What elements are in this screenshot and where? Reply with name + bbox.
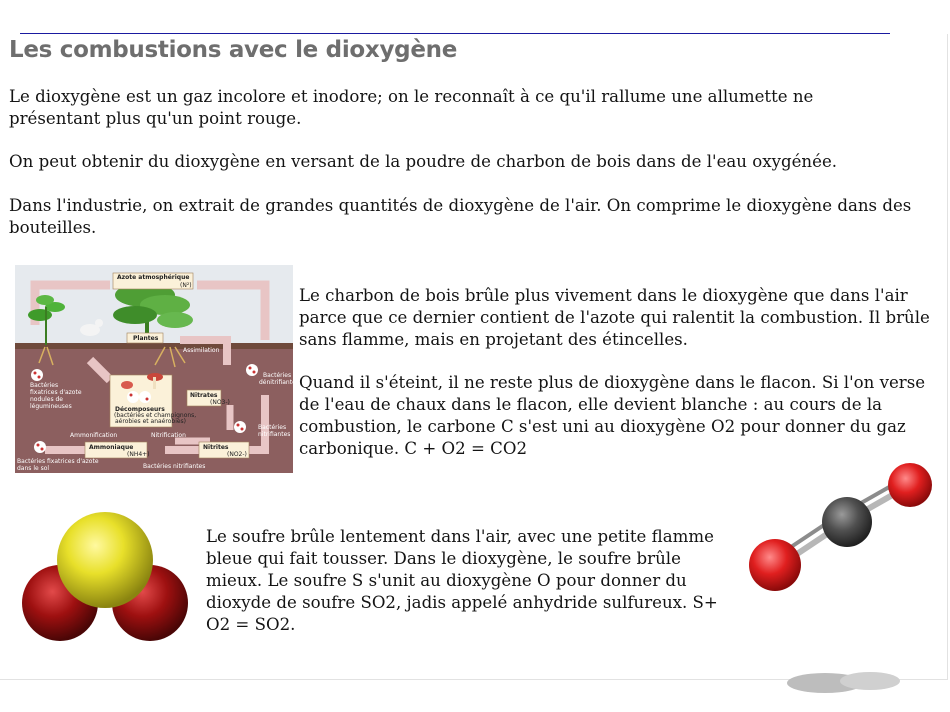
svg-text:(NO2-): (NO2-) <box>227 451 247 458</box>
svg-text:Décomposeurs: Décomposeurs <box>115 406 165 413</box>
so2-molecule-icon <box>15 510 195 660</box>
nitrogen-cycle-diagram <box>15 265 299 473</box>
paragraph-limewater-test: Quand il s'éteint, il ne reste plus de dioxygène dans le flacon. Si l'on verse de l'eau de chaux dans le flacon, elle devient blanche : au cours de la combustion, le carbone C s'est uni au dioxygène O2 pour donner du gaz carbonique. C + O2 = CO2 <box>299 373 926 458</box>
paragraph-sulfur-combustion: Le soufre brûle lentement dans l'air, avec une petite flamme bleue qui fait tousser. Dans le dioxygène, le soufre brûle mieux. Le soufre S s'unit au dioxygène O pour donner du dioxyde de soufre SO2, jadis appelé anhydride sulfureux. S+ O2 = SO2. <box>206 527 718 634</box>
svg-text:Nitrates: Nitrates <box>190 392 218 399</box>
svg-text:Ammoniaque: Ammoniaque <box>89 444 134 451</box>
svg-text:Nitrites: Nitrites <box>203 444 229 451</box>
svg-text:(N²): (N²) <box>180 282 192 289</box>
svg-text:Bactéries: Bactéries <box>263 372 292 379</box>
svg-text:Bactéries: Bactéries <box>258 424 287 431</box>
diagram-label-azote: Azote atmosphérique <box>117 274 190 281</box>
svg-text:(bactéries et champignons,: (bactéries et champignons, <box>114 412 197 419</box>
svg-text:dans le sol: dans le sol <box>17 465 50 472</box>
paragraph-oxygen-industry: Dans l'industrie, on extrait de grandes quantités de dioxygène de l'air. On comprime le dioxygène dans des bouteilles. <box>9 196 912 237</box>
svg-text:(NO3-): (NO3-) <box>210 399 230 406</box>
svg-text:Assimilation: Assimilation <box>183 347 220 354</box>
paragraph-oxygen-properties: Le dioxygène est un gaz incolore et inodore; on le reconnaît à ce qu'il rallume une allumette ne présentant plus qu'un point rouge. <box>9 87 814 128</box>
svg-text:aérobies et anaérobies): aérobies et anaérobies) <box>115 418 187 425</box>
svg-text:Bactéries: Bactéries <box>30 382 59 389</box>
svg-text:Plantes: Plantes <box>133 335 159 342</box>
paragraph-oxygen-preparation: On peut obtenir du dioxygène en versant de la poudre de charbon de bois dans de l'eau oxygénée. <box>9 152 838 171</box>
partial-molecule-icon <box>785 668 905 682</box>
svg-text:nodules de: nodules de <box>30 396 63 403</box>
svg-text:(NH4+): (NH4+) <box>127 451 150 458</box>
svg-text:Ammonification: Ammonification <box>70 432 118 439</box>
co2-molecule-icon <box>745 460 935 595</box>
svg-text:nitrifiantes: nitrifiantes <box>258 431 291 438</box>
page-title: Les combustions avec le dioxygène <box>9 37 457 63</box>
svg-text:Bactéries nitrifiantes: Bactéries nitrifiantes <box>143 463 206 470</box>
paragraph-charcoal-combustion: Le charbon de bois brûle plus vivement dans le dioxygène que dans l'air parce que ce dernier contient de l'azote qui ralentit la combustion. Il brûle sans flamme, mais en projetant des étincelles. <box>299 286 930 349</box>
svg-text:fixatrices d'azote: fixatrices d'azote <box>30 389 82 396</box>
svg-text:Bactéries fixatrices d'azote: Bactéries fixatrices d'azote <box>17 458 99 465</box>
svg-text:dénitrifiantes: dénitrifiantes <box>259 379 299 386</box>
svg-text:Nitrification: Nitrification <box>151 432 186 439</box>
svg-text:légumineuses: légumineuses <box>30 403 72 410</box>
